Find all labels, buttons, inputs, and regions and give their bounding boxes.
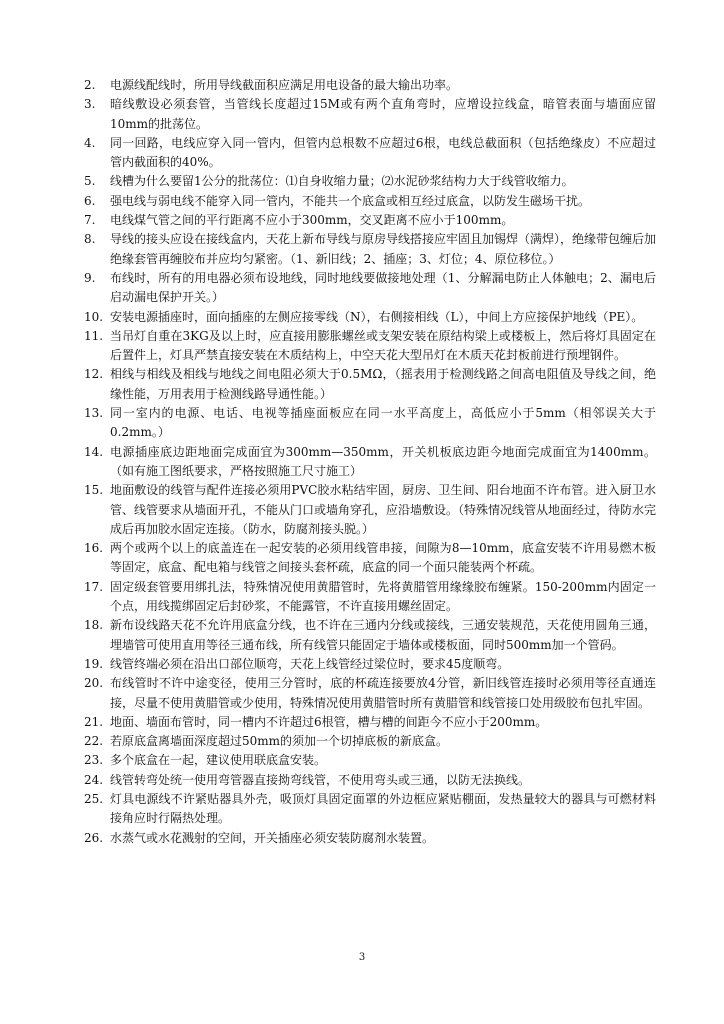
item-number: 5.: [84, 174, 96, 189]
item-text: 导线的接头应设在接线盒内，天花上新布导线与原房导线搭接应牢固且加锡焊（满焊），绝缘带包缠后加绝缘套管再缠胶布并应均匀紧密。（1、新旧线；2、插座；3、灯位；4、原位移位。）: [110, 232, 657, 266]
list-item: [84, 172, 656, 191]
list-item: [84, 192, 656, 211]
item-number: 10.: [84, 309, 104, 324]
item-number: 9.: [84, 270, 96, 285]
item-text: 地面敷设的线管与配件连接必须用PVC胶水粘结牢固，厨房、卫生间、阳台地面不许布管。进入厨卫水管、线管要求从墙面开孔，不能从门口或墙角穿孔，应沿墙敷设。（特殊情况线管从地面经过，待防水完成后再加胶水固定连接。（防水，防腐剂接头脱。）: [110, 483, 657, 536]
list-item: [84, 230, 656, 269]
item-number: 25.: [84, 791, 104, 806]
item-number: 16.: [84, 541, 104, 556]
item-text: 电源线配线时，所用导线截面积应满足用电设备的最大输出功率。: [110, 78, 459, 92]
list-item: [84, 327, 656, 366]
item-number: 3.: [84, 97, 96, 112]
item-text: 线槽为什么要留1公分的批荡位：⑴自身收缩力量；⑵水泥砂浆结构力大于线管收缩力。: [110, 174, 574, 189]
item-number: 8.: [84, 232, 96, 247]
item-text: 同一回路，电线应穿入同一管内，但管内总根数不应超过6根，电线总截面积（包括绝缘皮）不应超过管内截面积的40%。: [110, 135, 656, 170]
item-text: 两个或两个以上的底盖连在一起安装的必须用线管串接，间隙为8—10mm，底盒安装不许用易燃木板等固定，底盒、配电箱与线管之间接头套杯疏，底盒的同一个面只能装两个杯疏。: [110, 541, 656, 575]
item-text: 灯具电源线不许紧贴器具外壳，吸顶灯具固定面罩的外边框应紧贴棚面，发热量较大的器具与可燃材料接角应时行隔热处理。: [110, 791, 656, 826]
item-text: 固定级套管要用绑扎法，特殊情况使用黄腊管时，先将黄腊管用缘缘胶布缠紧。150-200mm内固定一个点，用线揽绑固定后封砂浆，不能露管，不许直接用螺丝固定。: [110, 579, 656, 614]
item-text: 暗线敷设必须套管，当管线长度超过15M或有两个直角弯时，应增设拉线盒，暗管表面与墙面应留10mm的批荡位。: [110, 97, 656, 131]
list-item: [84, 443, 656, 482]
item-text: 当吊灯自重在3KG及以上时，应直接用膨胀螺丝或支架安装在原结构梁上或楼板上，然后将灯具固定在后置件上，灯具严禁直接安装在木质结构上，中空天花大型吊灯在木质天花封板前进行预埋钢件。: [110, 328, 656, 363]
page-number: 3: [358, 952, 366, 963]
item-number: 19.: [84, 656, 104, 671]
list-item: [84, 134, 656, 173]
item-text: 电源插座底边距地面完成面宜为300mm—350mm，开关机板底边距今地面完成面宜为1400mm。（如有施工图纸要求，严格按照施工尺寸施工）: [110, 444, 656, 478]
item-text: 新布设线路天花不允许用底盒分线，也不许在三通内分线或接线，三通安装规范，天花使用圆角三通，埋墙管可使用直用等径三通布线，所有线管只能固定于墙体或楼板面，同时500mm加一个管码。: [110, 618, 656, 652]
item-number: 2.: [84, 78, 96, 92]
item-text: 相线与相线及相线与地线之间电阻必须大于0.5MΩ，（摇表用于检测线路之间高电阻值及导线之间，绝缘性能，万用表用于检测线路导通性能。）: [110, 367, 656, 401]
list-item: [84, 308, 656, 327]
item-number: 4.: [84, 135, 96, 150]
list-item: [84, 365, 656, 404]
item-number: 11.: [84, 328, 104, 343]
item-text: 同一室内的电源、电话、电视等插座面板应在同一水平高度上，高低应小于5mm（相邻误关大于0.2mm。）: [110, 406, 656, 440]
item-number: 6.: [84, 193, 96, 208]
list-item: [84, 829, 656, 848]
item-number: 17.: [84, 579, 104, 594]
item-text: 线管终端必须在沿出口部位顺弯，天花上线管经过梁位时，要求45度顺弯。: [110, 656, 510, 671]
list-item: [84, 211, 656, 230]
list-item: [84, 655, 656, 674]
list-item: [84, 674, 656, 713]
item-number: 26.: [84, 830, 104, 845]
item-number: 12.: [84, 367, 104, 382]
item-text: 强电线与弱电线不能穿入同一管内，不能共一个底盒或相互经过底盒，以防发生磁场干扰。: [110, 193, 591, 208]
item-text: 布线时，所有的用电器必须布设地线，同时地线要做接地处理（1、分解漏电防止人体触电；2、漏电后启动漏电保护开关。）: [110, 270, 656, 305]
item-text: 电线煤气管之间的平行距离不应小于300mm，交叉距离不应小于100mm。: [110, 213, 514, 228]
specification-list: [84, 76, 656, 848]
item-number: 18.: [84, 618, 104, 633]
item-text: 线管转弯处统一使用弯管器直接拗弯线管，不使用弯头或三通，以防无法换线。: [110, 772, 531, 787]
item-number: 24.: [84, 772, 104, 787]
list-item: [84, 578, 656, 617]
item-number: 7.: [84, 213, 96, 228]
item-number: 22.: [84, 734, 104, 749]
item-number: 15.: [84, 483, 104, 498]
item-number: 23.: [84, 753, 104, 768]
list-item: [84, 76, 656, 95]
list-item: [84, 771, 656, 790]
list-item: [84, 539, 656, 578]
item-number: 13.: [84, 406, 104, 421]
list-item: [84, 751, 656, 770]
list-item: [84, 404, 656, 443]
list-item: [84, 790, 656, 829]
item-text: 布线管时不许中途变径，使用三分管时，底的杯疏连接要放4分管，新旧线管连接时必须用等径直通连接，尽量不使用黄腊管或少使用，特殊情况使用黄腊管时所有黄腊管和线管接口处用级胶布包扎牢固。: [110, 676, 656, 710]
list-item: [84, 481, 656, 539]
item-text: 地面、墙面布管时，同一槽内不许超过6根管，槽与槽的间距今不应小于200mm。: [110, 714, 548, 729]
item-number: 20.: [84, 676, 104, 691]
list-item: [84, 713, 656, 732]
list-item: [84, 732, 656, 751]
item-text: 若原底盒离墙面深度超过50mm的须加一个切掉底板的新底盒。: [110, 734, 449, 749]
item-text: 多个底盒在一起，建议使用联底盒安装。: [110, 753, 327, 768]
item-number: 21.: [84, 714, 104, 729]
list-item: [84, 616, 656, 655]
item-text: 安装电源插座时，面向插座的左侧应接零线（N），右侧接相线（L），中间上方应接保护地线（PE）。: [110, 309, 644, 324]
list-item: [84, 269, 656, 308]
list-item: [84, 95, 656, 134]
item-text: 水蒸气或水花溅射的空间，开关插座必须安装防腐剂水装置。: [110, 830, 435, 845]
item-number: 14.: [84, 444, 104, 459]
